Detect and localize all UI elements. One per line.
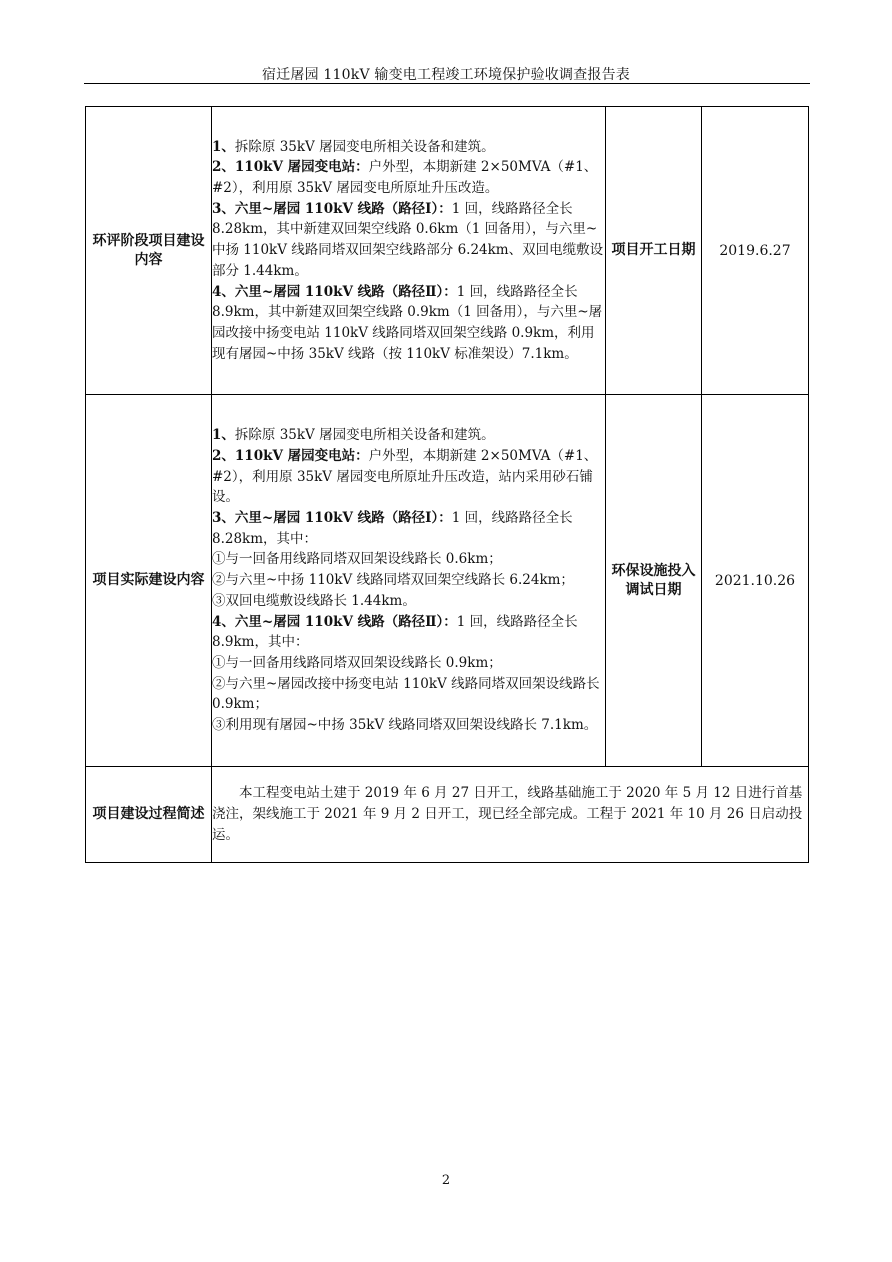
eia-content-cell [212, 107, 606, 395]
table-row-actual [86, 395, 809, 767]
process-summary-text: 本工程变电站土建于 2019 年 6 月 27 日开工，线路基础施工于 2020 年 5 月 12 日进行首基浇注，架线施工于 2021 年 9 月 2 日开工，现已经全部完成。工程于 2021 年 10 月 26 日启动投运。 [212, 767, 809, 863]
actual-item-2: 2、110kV 屠园变电站：户外型，本期新建 2×50MVA（#1、#2），利用原 35kV 屠园变电所原址升压改造，站内采用砂石铺设。 [212, 447, 598, 506]
page-number: 2 [441, 1173, 451, 1188]
commissioning-date-label: 环保设施投入调试日期 [606, 395, 702, 767]
actual-content-cell [212, 395, 606, 767]
eia-item-3: 3、六里~屠园 110kV 线路（路径Ⅰ）：1 回，线路路径全长 8.28km，其中新建双回架空线路 0.6km（1 回备用），与六里~中扬 110kV 线路同塔双回架空线路部分 6.24km、双回电缆敷设部分 1.44km。 [212, 200, 604, 279]
start-date-value: 2019.6.27 [702, 107, 809, 395]
row-label-actual: 项目实际建设内容 [86, 395, 212, 767]
actual-item-4-sub-2: ②与六里~屠园改接中扬变电站 110kV 线路同塔双回架设线路长 0.9km； [212, 675, 600, 713]
start-date-label: 项目开工日期 [606, 107, 702, 395]
actual-item-4-sub-3: ③利用现有屠园~中扬 35kV 线路同塔双回架设线路长 7.1km。 [212, 717, 598, 734]
page-header-title: 宿迁屠园 110kV 输变电工程竣工环境保护验收调查报告表 [261, 67, 630, 83]
report-table [85, 106, 809, 863]
row-label-process: 项目建设过程简述 [86, 767, 212, 863]
actual-item-3-sub-1: ①与一回备用线路同塔双回架设线路长 0.6km； [212, 551, 502, 568]
actual-item-3-sub-2: ②与六里~中扬 110kV 线路同塔双回架空线路长 6.24km； [212, 572, 574, 589]
eia-item-4: 4、六里~屠园 110kV 线路（路径Ⅱ）：1 回，线路路径全长 8.9km，其中新建双回架空线路 0.9km（1 回备用），与六里~屠园改接中扬变电站 110kV 线路同塔双回架空线路 0.9km，利用现有屠园~中扬 35kV 线路（按 110kV 标准架设）7.1km。 [212, 283, 603, 362]
eia-item-2: 2、110kV 屠园变电站：户外型，本期新建 2×50MVA（#1、#2），利用原 35kV 屠园变电所原址升压改造。 [212, 159, 598, 197]
actual-item-1: 1、拆除原 35kV 屠园变电所相关设备和建筑。 [212, 427, 495, 444]
row-label-eia: 环评阶段项目建设内容 [86, 107, 212, 395]
eia-item-1: 1、拆除原 35kV 屠园变电所相关设备和建筑。 [212, 138, 495, 155]
table-row-eia [86, 107, 809, 395]
table-row-process [86, 767, 809, 863]
actual-item-4: 4、六里~屠园 110kV 线路（路径Ⅱ）：1 回，线路路径全长 8.9km，其中： [212, 613, 578, 651]
header-divider [84, 83, 810, 84]
actual-item-3-sub-3: ③双回电缆敷设线路长 1.44km。 [212, 592, 416, 609]
actual-item-4-sub-1: ①与一回备用线路同塔双回架设线路长 0.9km； [212, 654, 502, 671]
actual-item-3: 3、六里~屠园 110kV 线路（路径Ⅰ）：1 回，线路路径全长 8.28km，其中： [212, 510, 573, 547]
commissioning-date-value: 2021.10.26 [702, 395, 809, 767]
